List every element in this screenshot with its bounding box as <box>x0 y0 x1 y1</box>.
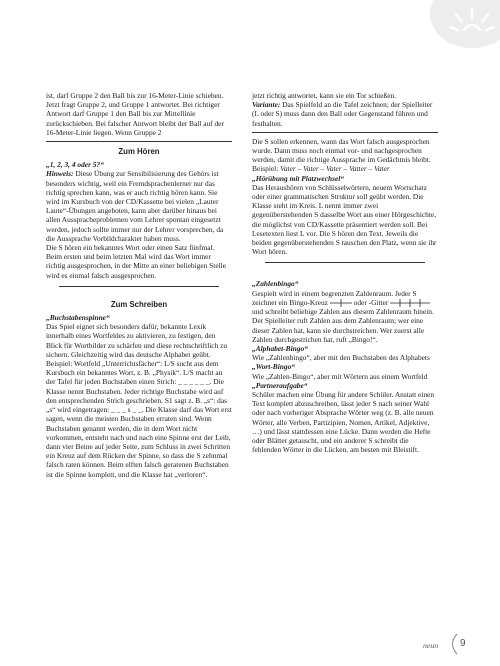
exercise-title: „1, 2, 3, 4 oder 5?“ <box>46 160 104 170</box>
left-intro-text: ist, darf Gruppe 2 den Ball bis zur 16-Meter-Linie schieben. Jetzt fragt Gruppe 2, und Gruppe 1 antwortet. Bei richtiger Antwort darf Gruppe 1 den Ball bis zur Mittellinie zurückschieben. Bei falscher Antwort bleibt der Ball auf der 16-Meter-Linie liegen. Wenn Gruppe 2 <box>46 91 224 137</box>
zahlenbingo-oder: oder -Gitter <box>351 297 391 307</box>
beispiel-text: Vater – Vater – Vater – Vatter – Vater <box>280 164 390 174</box>
platzwechsel-paragraph: Das Heraushören von Schlüsselwörtern, neuem Wortschatz oder einer grammatischen Struktur soll geübt werden. Die Klasse steht im Kreis. L nennt immer zwei gegenüberstehenden S dasselbe Wort aus einer Hörgeschichte, die möglichst von CD/Kassette präsentiert werden soll. Bei Lesetexten liest L vor. Die S hören den Text. Jeweils die beiden gegenüberstehenden S tauschen den Platz, wenn sie ihr Wort hören. <box>252 182 437 257</box>
exercise-title: „Partneraufgabe“ <box>252 380 308 390</box>
wort-bingo-text: Wie „Zahlen-Bingo“, aber mit Wörtern aus einem Wortfeld <box>252 371 428 381</box>
page-number-word: neun <box>423 641 439 650</box>
page-number: 9 <box>460 638 466 649</box>
grid-line-icon <box>390 299 430 307</box>
zahlenbingo-text-2: schreibt beliebige Zahlen aus diesem Zahlenraum hinein. Der Spielleiter ruft Zahlen aus dem Zahlenraum; wer eine dieser Zahlen hat, kann sie durchstreichen. Wer zuerst alle Zahlen durchgestrichen hat, ruft „Bingo!“. <box>252 307 434 344</box>
section-divider <box>46 141 232 142</box>
variante-label: Variante: <box>252 100 281 110</box>
zahlenbingo-und: und <box>252 307 264 317</box>
variante-text: Das Spielfeld an die Tafel zeichnen; der Spielleiter (L oder S) muss dann den Ball oder Gegenstand führen und festhalten. <box>252 100 433 128</box>
zahlenbingo-paragraph <box>252 289 438 344</box>
right-column <box>252 91 438 454</box>
beispiel-label: Beispiel: <box>252 164 281 174</box>
hoeren-cont-paragraph: Die S sollen erkennen, wann das Wort falsch ausgesprochen wurde. Dann muss noch einmal vor- und nachgesprochen werden, damit die richtige Aussprache im Gedächtnis bleibt. <box>252 136 431 165</box>
alphabet-bingo-text: Wie „Zahlenbingo“, aber mit den Buchstaben des Alphabets <box>252 353 430 363</box>
page-arc-decoration-icon <box>446 632 460 656</box>
left-column <box>46 91 232 479</box>
section-title-hoeren: Zum Hören <box>118 147 160 157</box>
variante-paragraph <box>252 100 438 128</box>
exercise-title: „Buchstabenspinne“ <box>46 313 110 323</box>
hinweis-paragraph <box>46 169 232 243</box>
schreiben-example-paragraph: Beispiel: Wortfeld „Unterrichtsfächer“: L/S sucht aus dem Kursbuch ein bekanntes Wort, z. B. „Physik“. L/S macht an der Tafel für jeden Buchstaben einen Strich: _ _ _ _ _ _. Die Klasse nennt Buchstaben. Jeder richtige Buchstabe wird auf den entsprechenden Strich geschrieben. S1 sagt z. B. „s“: das „s“ wird eingetragen: _ _ _ s _ _. Die Klasse darf das Wort erst sagen, wenn die meisten Buchstaben erraten sind. Wenn Buchstaben genannt werden, die in dem Wort nicht vorkommen, entsteht nach und nach eine Spinne erst der Leib, dann vier Beine auf jeder Seite, zum Schluss in zwei Schritten ein Kreuz auf dem Rücken der Spinne, so dass die S zehnmal falsch raten können. Beim elften falsch geratenen Buchstaben ist die Spinne komplett, und die Klasse hat „verloren“. <box>46 359 232 479</box>
exercise-title: „Zahlenbingo“ <box>252 279 299 289</box>
exercise-title: „Hörübung mit Platzwechsel“ <box>252 173 344 183</box>
hinweis-text: Diese Übung zur Sensibilisierung des Gehörs ist besonders wichtig, weil ein Fremdsprachenlerner nur das richtig sprechen kann, was er auch richtig hören kann. Sie wird im Kursbuch von der CD/Kassette bei vielen „Lauter Laute“-Übungen angeboten, kann aber darüber hinaus bei allen Ausspracheproblemen vom Lehrer spontan eingesetzt werden, jedoch sollte immer nur der Lehrer vorsprechen, da die Aussprache Vorbildcharakter haben muss. <box>46 169 224 243</box>
sun-decoration-icon <box>420 0 500 62</box>
exercise-title: „Wort-Bingo“ <box>252 362 295 372</box>
right-intro-text: jetzt richtig antwortet, kann sie ein Tor schießen. <box>252 91 397 100</box>
beispiel-line <box>252 164 438 173</box>
zahlenbingo-text-1: Gespielt wird in einem begrenzten Zahlenraum. Jeder S zeichnet ein Bingo-Kreuz <box>252 288 417 307</box>
partneraufgabe-text: Schüler machen eine Übung für andere Schüler. Anstatt einen Text komplett abzuschreiben, lässt jeder S nach seiner Wahl oder nach vorheriger Absprache Wörter weg (z. B. alle neuen Wörter, alle Verben, Partizipien, Nomen, Artikel, Adjektive, …) und lässt stattdessen eine Lücke. Dann werden die Hefte oder Blätter getauscht, und ein anderer S schreibt die fehlenden Wörter in die Lücken, am besten mit Bleistift. <box>252 389 435 455</box>
hinweis-label: Hinweis: <box>46 169 74 179</box>
section-title-schreiben: Zum Schreiben <box>110 299 168 309</box>
schreiben-paragraph: Das Spiel eignet sich besonders dafür, bekannte Lexik innerhalb eines Wortfeldes zu aktivieren, zu festigen, den Blick für Wortbilder zu schärfen und diese rechtschriftlich zu sichern. Gleichzeitig wird das deutsche Alphabet geübt. <box>46 322 228 359</box>
hoeren-paragraph: Die S hören ein bekanntes Wort oder einen Satz fünfmal. Beim ersten und beim letzten Mal wird das Wort immer richtig ausgesprochen, in der Mitte an einer beliebigen Stelle wird es einmal falsch ausgesprochen. <box>46 243 226 280</box>
exercise-title: „Alphabet-Bingo“ <box>252 343 308 353</box>
crossed-line-icon <box>330 299 352 307</box>
